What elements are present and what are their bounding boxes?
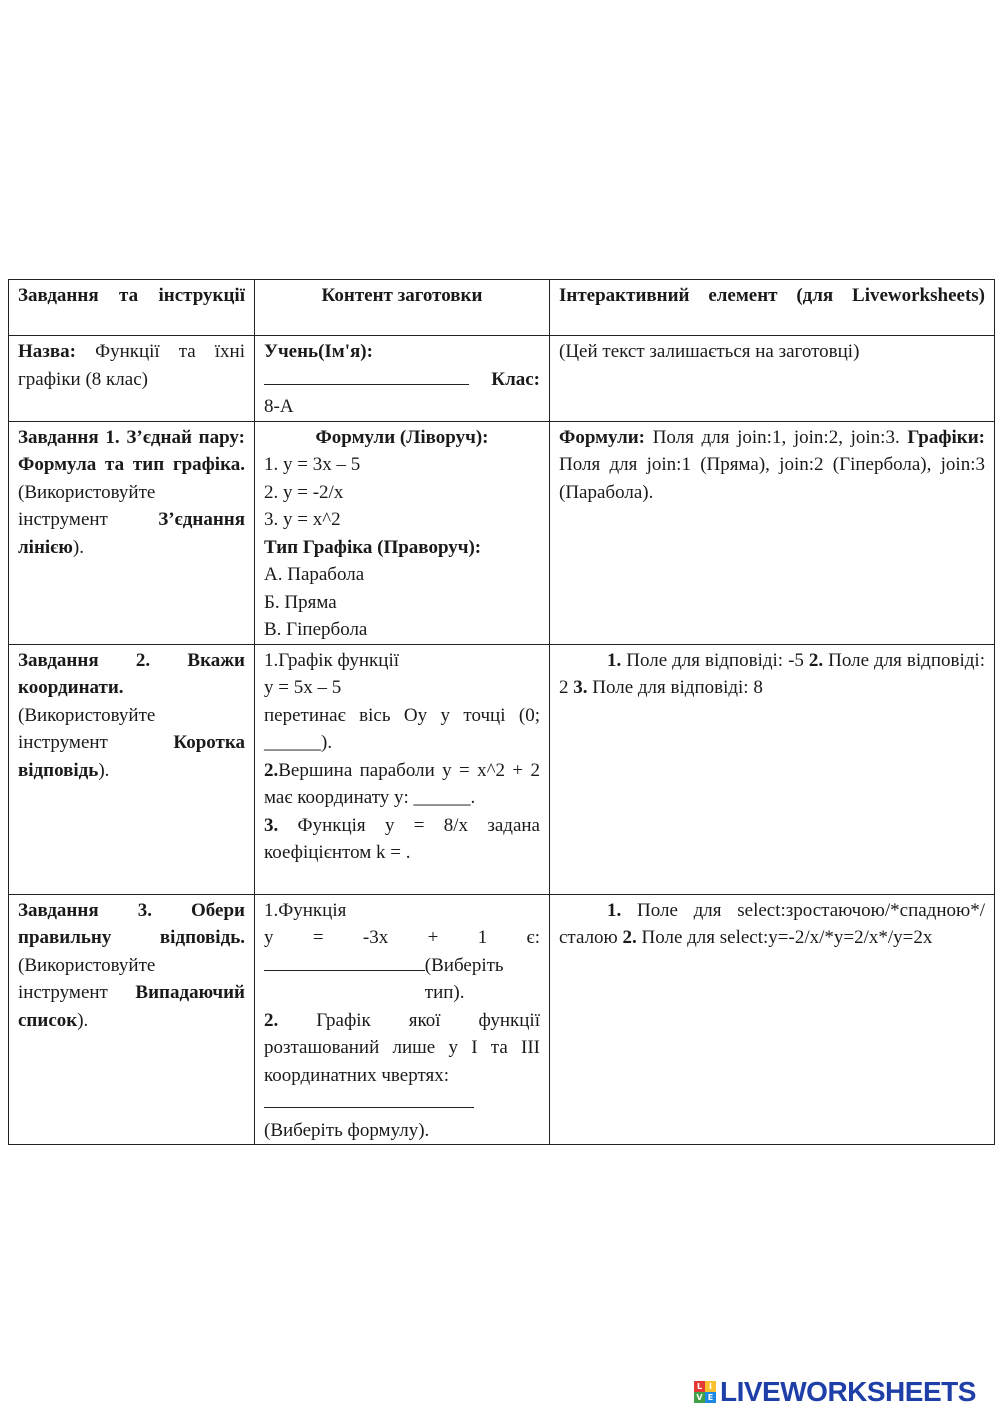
title-row <box>9 336 995 422</box>
title-interactive-cell: (Цей текст залишається на заготовці) <box>550 336 995 422</box>
type-item: Б. Пряма <box>264 591 337 613</box>
formula-select-blank <box>264 1089 474 1108</box>
type-item: В. Гіпербола <box>264 619 368 640</box>
header-col-tasks: Завдання та інструкції <box>9 280 255 336</box>
task3-content: 1.Функція y = -3x + 1 є: (Виберіть тип). 2. Графік якої функції розташований лише у I та III координатних чвертях: (Виберіть формулу). <box>255 894 550 1145</box>
task2-instructions: Завдання 2. Вкажи координати. (Використовуйте інструмент Коротка відповідь). <box>9 644 255 894</box>
worksheet-table <box>8 279 995 1145</box>
formulas-heading: Формули (Ліворуч): <box>315 426 489 448</box>
class-label: Клас: <box>491 368 540 390</box>
task1-row <box>9 421 995 644</box>
type-item: А. Парабола <box>264 564 365 585</box>
type-select-blank <box>264 952 425 971</box>
formula-item: 2. y = -2/x <box>264 481 344 503</box>
student-cell <box>255 336 550 422</box>
task2-title: Завдання 2. Вкажи координати. <box>18 649 245 698</box>
task2-row <box>9 644 995 894</box>
task1-title: Завдання 1. З’єднай пару: Формула та тип графіка. <box>18 426 245 475</box>
logo-text: LIVEWORKSHEETS <box>720 1376 976 1407</box>
task2-interactive: 1. Поле для відповіді: -5 2. Поле для відповіді: 2 3. Поле для відповіді: 8 <box>550 644 995 894</box>
task3-interactive: 1. Поле для select:зростаючою/*спадною*/сталою 2. Поле для select:y=-2/x/*y=2/x*/y=2x <box>550 894 995 1145</box>
student-label: Учень(Ім'я): <box>264 341 373 362</box>
task1-instructions: Завдання 1. З’єднай пару: Формула та тип графіка. (Використовуйте інструмент З’єднання лінією). <box>9 421 255 644</box>
task3-title: Завдання 3. Обери правильну відповідь. <box>18 899 245 948</box>
task3-instructions: Завдання 3. Обери правильну відповідь. (Використовуйте інструмент Випадаючий список). <box>9 894 255 1145</box>
title-cell: Назва: Функції та їхні графіки (8 клас) <box>9 336 255 422</box>
formula-item: 1. y = 3x – 5 <box>264 454 361 475</box>
types-heading: Тип Графіка (Праворуч): <box>264 536 482 558</box>
student-name-blank <box>264 366 469 385</box>
header-col-content: Контент заготовки <box>255 280 550 336</box>
class-value: 8-А <box>264 396 294 417</box>
task1-interactive: Формули: Поля для join:1, join:2, join:3. Графіки: Поля для join:1 (Пряма), join:2 (Гіпербола), join:3 (Парабола). <box>550 421 995 644</box>
task2-content: 1.Графік функції y = 5x – 5 перетинає вісь Оу у точці (0; ______). 2.Вершина параболи y = x^2 + 2 має координату y: ______. 3. Функція y = 8/x задана коефіцієнтом k = . <box>255 644 550 894</box>
header-col-interactive: Інтерактивний елемент (для Liveworksheets) <box>550 280 995 336</box>
header-row <box>9 280 995 336</box>
task1-content <box>255 421 550 644</box>
liveworksheets-logo <box>694 1377 976 1407</box>
formula-item: 3. y = x^2 <box>264 509 341 530</box>
task3-row <box>9 894 995 1145</box>
logo-mark-icon: L I V E <box>694 1381 716 1403</box>
